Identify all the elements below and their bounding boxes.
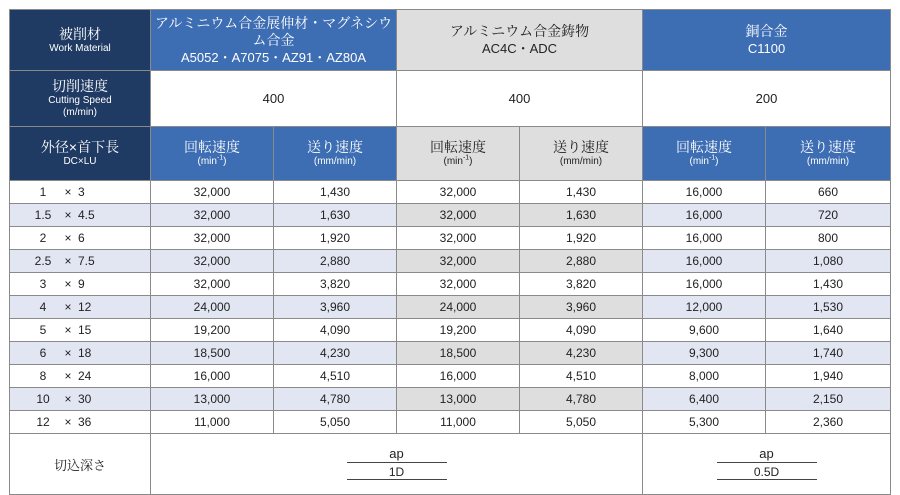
size-times: ×: [64, 231, 72, 245]
size-times: ×: [64, 185, 72, 199]
work-material-jp: 被削材: [59, 25, 101, 42]
rpm-value: 16,000: [643, 227, 766, 250]
feed-value: 1,940: [766, 365, 891, 388]
feed-value: 2,880: [274, 250, 397, 273]
depth-value: 0.5D: [753, 465, 780, 479]
rpm-value: 8,000: [643, 365, 766, 388]
material-header-aluminum-wrought: [151, 10, 397, 71]
feed-value: 4,230: [274, 342, 397, 365]
rpm-label: 回転速度: [184, 139, 240, 155]
depth-value: 1D: [388, 465, 405, 479]
rpm-value: 32,000: [151, 181, 274, 204]
size-times: ×: [64, 254, 72, 268]
feed-value: 5,050: [520, 411, 643, 434]
rpm-value: 32,000: [151, 250, 274, 273]
rpm-unit-sup: -1: [708, 154, 716, 162]
feed-value: 1,080: [766, 250, 891, 273]
rpm-header: [397, 127, 520, 181]
rpm-header: [151, 127, 274, 181]
material-name: アルミニウム合金鋳物: [449, 23, 590, 39]
size-dc: 8: [39, 369, 47, 383]
feed-value: 4,230: [520, 342, 643, 365]
feed-value: 2,150: [766, 388, 891, 411]
feed-value: 1,530: [766, 296, 891, 319]
feed-value: 1,740: [766, 342, 891, 365]
feed-value: 1,430: [520, 181, 643, 204]
rpm-value: 16,000: [643, 250, 766, 273]
table-row: [10, 227, 891, 250]
table-row: [10, 181, 891, 204]
rpm-unit-close: ): [223, 156, 227, 167]
feed-value: 1,630: [274, 204, 397, 227]
table-row: [10, 365, 891, 388]
feed-header: [520, 127, 643, 181]
size-cell: [10, 250, 151, 273]
size-times: ×: [64, 415, 72, 429]
feed-value: 800: [766, 227, 891, 250]
size-cell: [10, 296, 151, 319]
cutting-speed-jp: 切削速度: [52, 78, 108, 94]
size-cell: [10, 273, 151, 296]
feed-label: 送り速度: [553, 139, 609, 155]
size-dc: 6: [39, 346, 47, 360]
depth-of-cut-value: [643, 434, 891, 495]
rpm-value: 11,000: [151, 411, 274, 434]
material-header-row: [10, 10, 891, 71]
table-row: [10, 411, 891, 434]
rpm-unit: [643, 156, 765, 168]
size-times: ×: [64, 346, 72, 360]
depth-of-cut-label: 切込深さ: [10, 434, 151, 495]
feed-value: 1,430: [274, 181, 397, 204]
size-dc: 1.5: [34, 208, 52, 222]
feed-value: 660: [766, 181, 891, 204]
rpm-unit-sup: -1: [462, 154, 470, 162]
feed-value: 4,510: [520, 365, 643, 388]
size-dc: 3: [39, 277, 47, 291]
size-label-en: DC×LU: [63, 156, 97, 167]
depth-underline: [717, 479, 817, 480]
rpm-value: 24,000: [397, 296, 520, 319]
feed-unit: (mm/min): [313, 156, 357, 167]
size-cell: [10, 181, 151, 204]
rpm-value: 18,500: [397, 342, 520, 365]
table-row: [10, 250, 891, 273]
feed-value: 4,090: [274, 319, 397, 342]
depth-symbol: ap: [347, 447, 447, 463]
rpm-label: 回転速度: [676, 139, 732, 155]
feed-value: 5,050: [274, 411, 397, 434]
depth-fraction: [717, 447, 817, 480]
feed-value: 720: [766, 204, 891, 227]
work-material-label: [10, 10, 151, 71]
feed-value: 2,880: [520, 250, 643, 273]
table-row: [10, 388, 891, 411]
feed-value: 3,960: [274, 296, 397, 319]
size-dc: 10: [36, 392, 50, 406]
material-name: 銅合金: [745, 23, 788, 39]
size-times: ×: [64, 392, 72, 406]
feed-value: 1,430: [766, 273, 891, 296]
size-lu: 12: [78, 300, 92, 314]
table-row: [10, 296, 891, 319]
rpm-unit-close: ): [715, 156, 719, 167]
feed-value: 4,780: [274, 388, 397, 411]
feed-value: 4,780: [520, 388, 643, 411]
size-lu: 7.5: [78, 254, 95, 268]
work-material-en: Work Material: [49, 42, 111, 54]
material-header-copper: [643, 10, 891, 71]
cutting-speed-label: [10, 71, 151, 127]
size-lu: 3: [78, 185, 85, 199]
depth-of-cut-row: [10, 434, 891, 495]
size-dc: 2: [39, 231, 47, 245]
size-cell: [10, 342, 151, 365]
feed-value: 1,920: [274, 227, 397, 250]
size-cell: [10, 411, 151, 434]
feed-value: 1,630: [520, 204, 643, 227]
cutting-speed-row: [10, 71, 891, 127]
rpm-value: 19,200: [151, 319, 274, 342]
table-row: [10, 204, 891, 227]
feed-value: 4,510: [274, 365, 397, 388]
table-row: [10, 273, 891, 296]
size-lu: 6: [78, 231, 85, 245]
size-times: ×: [64, 208, 72, 222]
rpm-label: 回転速度: [430, 139, 486, 155]
rpm-value: 9,600: [643, 319, 766, 342]
depth-fraction: [347, 447, 447, 480]
rpm-value: 32,000: [151, 204, 274, 227]
size-dc: 5: [39, 323, 47, 337]
rpm-value: 12,000: [643, 296, 766, 319]
material-header-aluminum-cast: [397, 10, 643, 71]
rpm-value: 16,000: [397, 365, 520, 388]
size-lu: 15: [78, 323, 92, 337]
cutting-speed-en: Cutting Speed: [48, 95, 112, 106]
rpm-unit-text: (min: [197, 156, 217, 167]
cutting-speed-value: 400: [397, 71, 643, 127]
rpm-value: 32,000: [397, 181, 520, 204]
feed-value: 3,820: [520, 273, 643, 296]
rpm-value: 5,300: [643, 411, 766, 434]
rpm-value: 18,500: [151, 342, 274, 365]
feed-value: 4,090: [520, 319, 643, 342]
material-grades: A5052・A7075・AZ91・AZ80A: [181, 49, 366, 65]
size-lu: 4.5: [78, 208, 95, 222]
feed-label: 送り速度: [307, 139, 363, 155]
feed-unit: (mm/min): [806, 156, 850, 167]
size-times: ×: [64, 323, 72, 337]
rpm-unit-text: (min: [443, 156, 463, 167]
feed-label: 送り速度: [800, 139, 856, 155]
cutting-conditions-table: [9, 9, 891, 495]
rpm-unit-sup: -1: [216, 154, 224, 162]
size-lu: 24: [78, 369, 92, 383]
size-cell: [10, 204, 151, 227]
depth-of-cut-value: [151, 434, 643, 495]
rpm-value: 32,000: [397, 204, 520, 227]
feed-value: 2,360: [766, 411, 891, 434]
size-lu: 36: [78, 415, 92, 429]
feed-value: 3,960: [520, 296, 643, 319]
size-dc: 12: [36, 415, 50, 429]
size-dc: 2.5: [34, 254, 52, 268]
rpm-value: 32,000: [151, 227, 274, 250]
depth-symbol: ap: [717, 447, 817, 463]
size-times: ×: [64, 277, 72, 291]
rpm-unit: [151, 156, 273, 168]
size-times: ×: [64, 300, 72, 314]
rpm-value: 32,000: [397, 250, 520, 273]
rpm-unit-close: ): [469, 156, 473, 167]
feed-header: [766, 127, 891, 181]
cutting-speed-value: 400: [151, 71, 397, 127]
size-lu: 30: [78, 392, 92, 406]
size-times: ×: [64, 369, 72, 383]
feed-header: [274, 127, 397, 181]
cutting-conditions-table-wrapper: [9, 9, 890, 495]
material-grades: C1100: [747, 41, 786, 56]
feed-value: 3,820: [274, 273, 397, 296]
cutting-speed-unit: (m/min): [63, 107, 97, 118]
size-label-jp: 外径×首下長: [40, 139, 120, 155]
rpm-unit-text: (min: [689, 156, 709, 167]
size-cell: [10, 365, 151, 388]
rpm-value: 32,000: [151, 273, 274, 296]
table-row: [10, 319, 891, 342]
rpm-header: [643, 127, 766, 181]
rpm-value: 13,000: [151, 388, 274, 411]
rpm-value: 13,000: [397, 388, 520, 411]
rpm-value: 6,400: [643, 388, 766, 411]
size-lu: 9: [78, 277, 85, 291]
material-name: アルミニウム合金展伸材・マグネシウム合金: [154, 14, 393, 48]
size-cell: [10, 388, 151, 411]
rpm-value: 16,000: [643, 181, 766, 204]
rpm-value: 11,000: [397, 411, 520, 434]
feed-value: 1,920: [520, 227, 643, 250]
material-grades: AC4C・ADC: [481, 41, 558, 56]
table-row: [10, 342, 891, 365]
size-dc: 4: [39, 300, 47, 314]
size-cell: [10, 227, 151, 250]
rpm-value: 24,000: [151, 296, 274, 319]
rpm-value: 16,000: [643, 204, 766, 227]
size-lu: 18: [78, 346, 92, 360]
rpm-unit: [397, 156, 519, 168]
rpm-value: 16,000: [643, 273, 766, 296]
rpm-value: 9,300: [643, 342, 766, 365]
size-cell: [10, 319, 151, 342]
size-label: [10, 127, 151, 181]
feed-value: 1,640: [766, 319, 891, 342]
rpm-value: 32,000: [397, 227, 520, 250]
rpm-value: 16,000: [151, 365, 274, 388]
cutting-speed-value: 200: [643, 71, 891, 127]
column-subheader-row: [10, 127, 891, 181]
feed-unit: (mm/min): [559, 156, 603, 167]
rpm-value: 32,000: [397, 273, 520, 296]
size-dc: 1: [39, 185, 47, 199]
depth-underline: [347, 479, 447, 480]
rpm-value: 19,200: [397, 319, 520, 342]
